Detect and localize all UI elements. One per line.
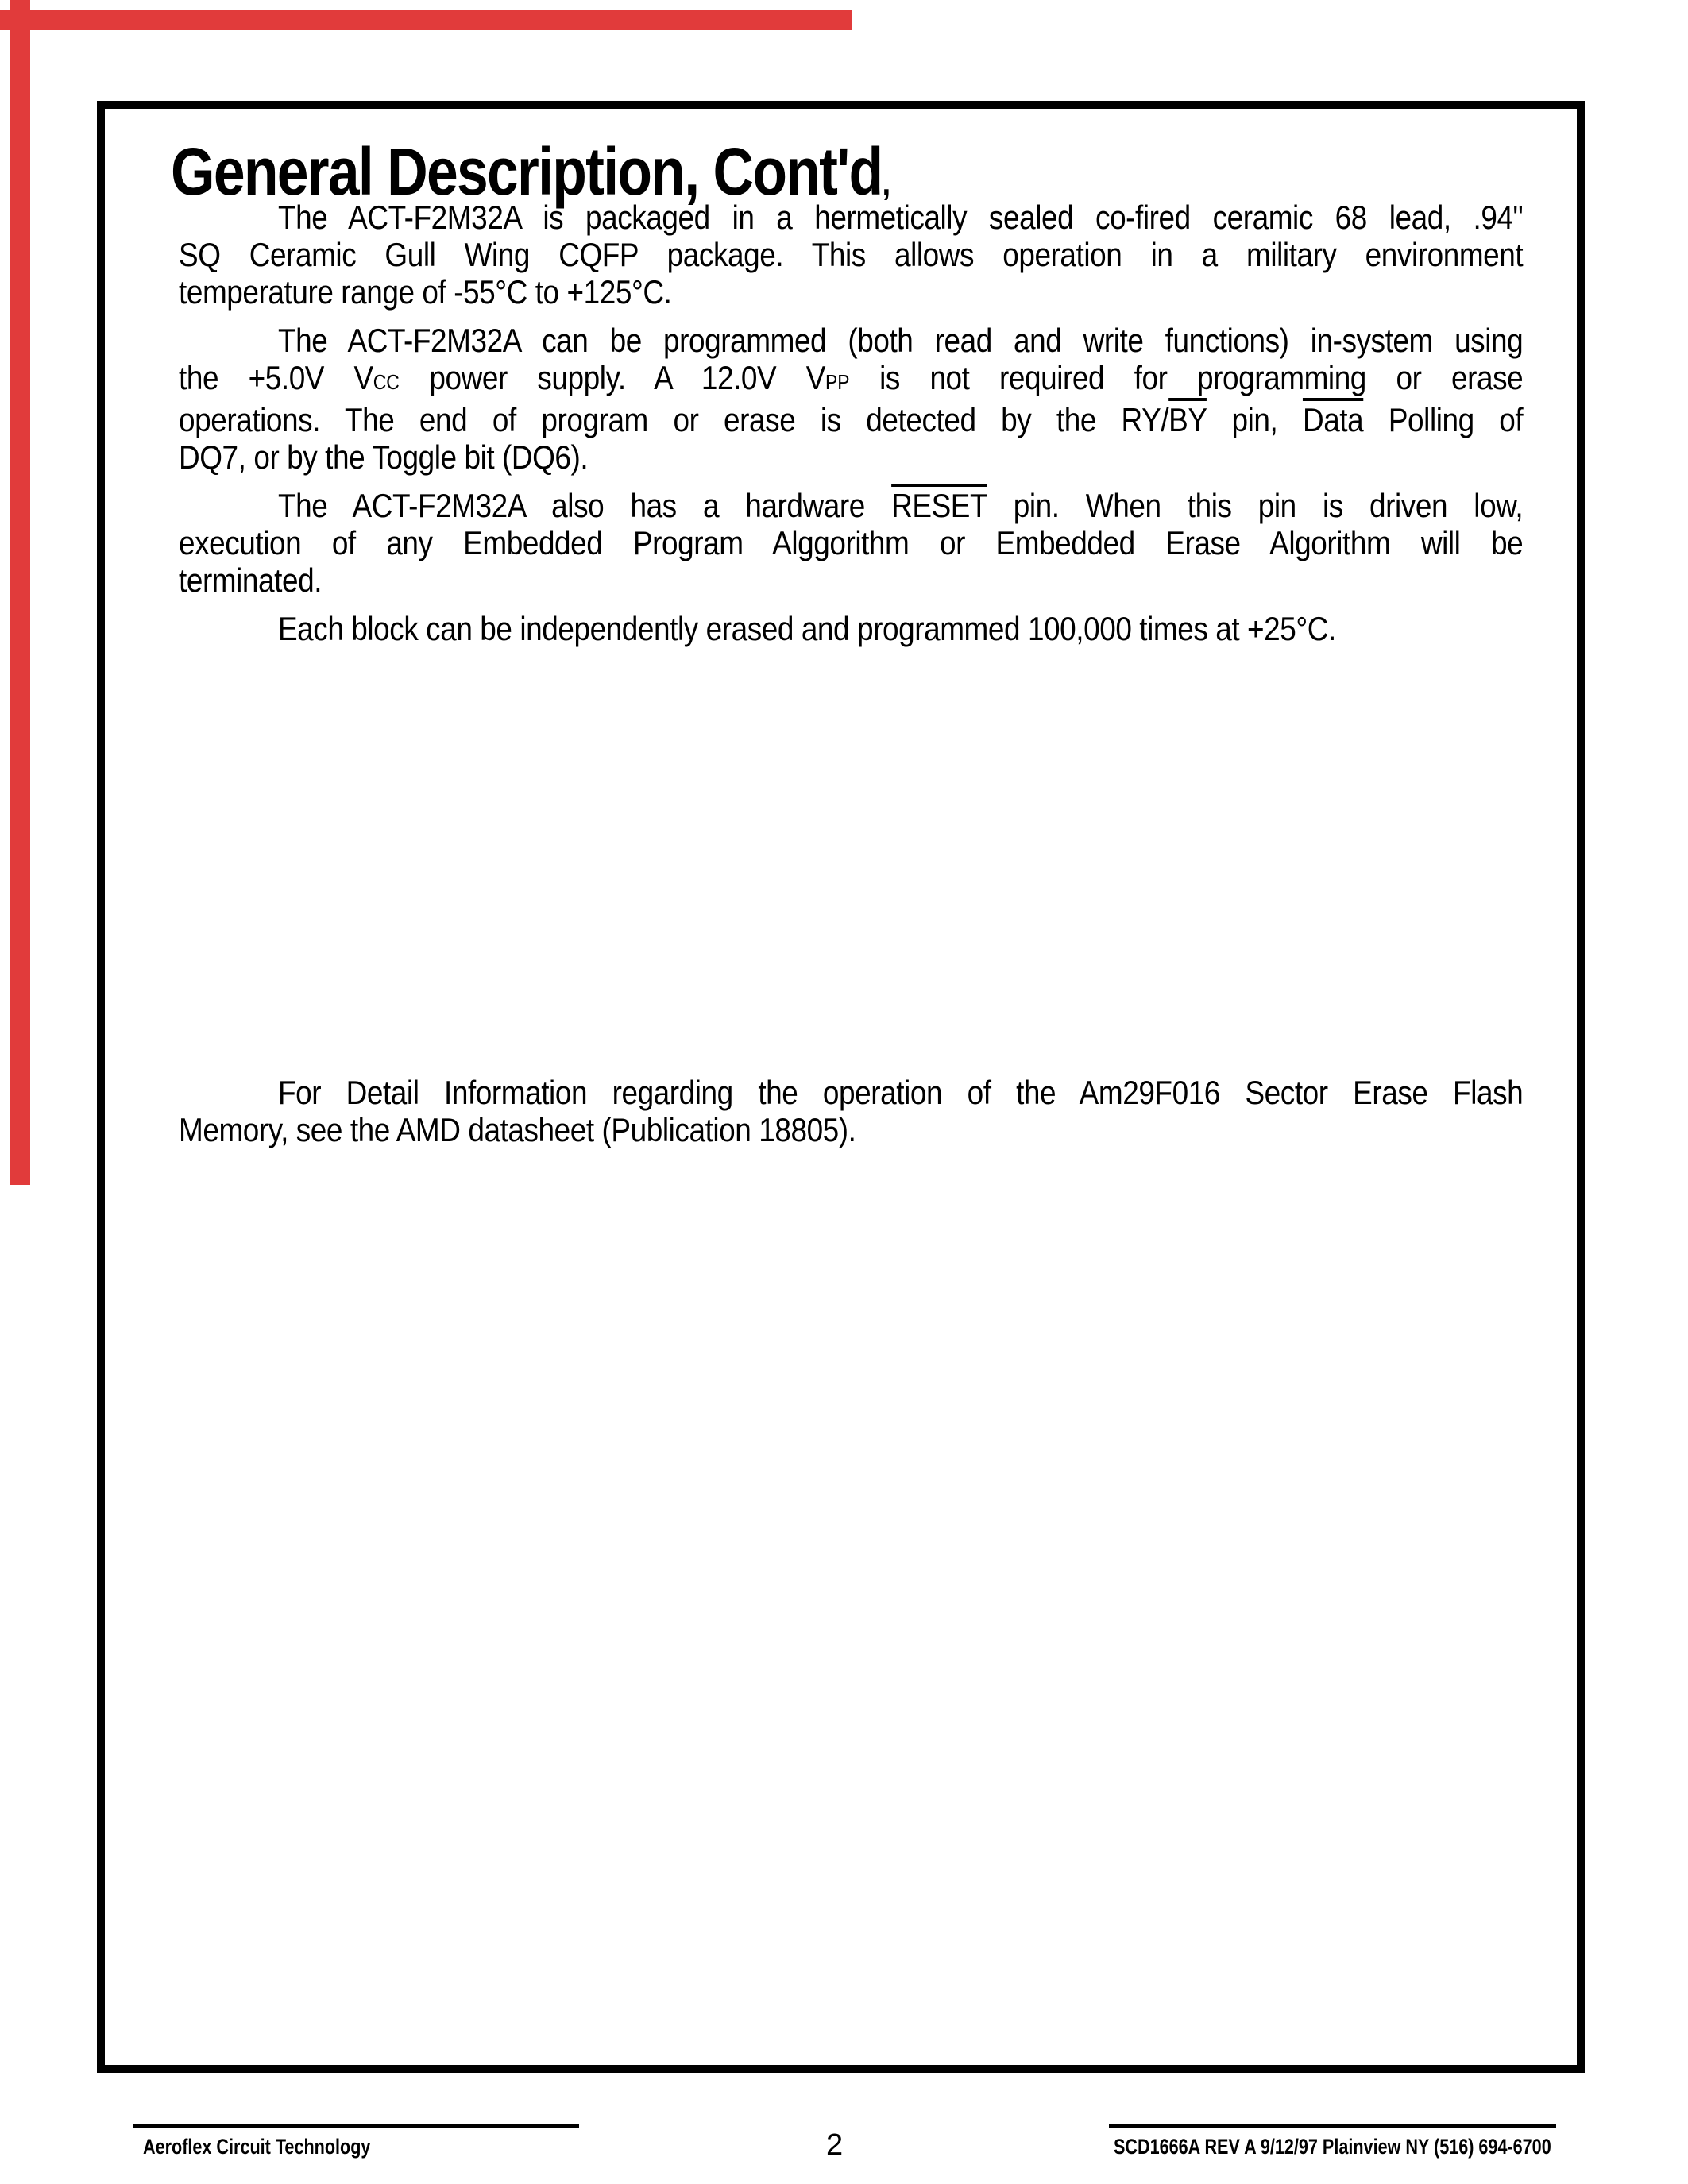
paragraph-endurance [179, 610, 1523, 647]
text-line [179, 1111, 1523, 1148]
text-segment: is not required for programming or erase [849, 359, 1524, 396]
text-line [179, 1074, 1523, 1111]
text-segment: temperature range of -55°C to +125°C. [179, 273, 672, 311]
text-line [179, 561, 1523, 599]
text-segment: Polling of [1363, 401, 1524, 438]
text-segment: The ACT-F2M32A also has a hardware [277, 487, 892, 524]
footer-rule-left [133, 2124, 579, 2128]
text-segment: The ACT-F2M32A is packaged in a hermetically sealed co-fired ceramic 68 lead, .94" [277, 199, 1524, 236]
paragraph-amd-reference [179, 1074, 1523, 1148]
text-line [179, 236, 1523, 273]
footer-rule-right [1109, 2124, 1556, 2128]
text-line [179, 273, 1523, 311]
text-segment: Each block can be independently erased and programmed 100,000 times at +25°C. [277, 610, 1336, 647]
red-edge-mark-horizontal [0, 10, 852, 30]
paragraph-reset-description [179, 487, 1523, 599]
text-segment: power supply. A 12.0V V [399, 359, 826, 396]
text-segment: execution of any Embedded Program Alggorithm or Embedded Erase Algorithm will be [179, 524, 1524, 561]
paragraph-package-description [179, 199, 1523, 311]
body-paragraphs [179, 199, 1523, 1160]
text-line [179, 322, 1523, 359]
text-line [179, 487, 1523, 524]
text-line [179, 401, 1523, 438]
small-cap-subscript: PP [825, 370, 850, 394]
overline-signal-name: Data [1302, 401, 1364, 438]
text-segment: SQ Ceramic Gull Wing CQFP package. This allows operation in a military environment [179, 236, 1524, 273]
overline-signal-name: RESET [891, 487, 987, 524]
text-line [179, 199, 1523, 236]
text-segment: terminated. [179, 561, 323, 599]
text-line [179, 438, 1523, 476]
page-title-trailing-comma: , [882, 162, 890, 203]
text-segment: pin. When this pin is driven low, [987, 487, 1524, 524]
overline-signal-name: $\overline{BY}$ [1168, 401, 1207, 438]
text-segment: the +5.0V V [179, 359, 373, 396]
paragraph-programming-description [179, 322, 1523, 476]
small-cap-subscript: CC [373, 370, 400, 394]
footer-company-name: Aeroflex Circuit Technology [143, 2135, 371, 2159]
red-edge-mark-vertical [10, 0, 30, 1185]
page-number: 2 [826, 2128, 844, 2162]
text-segment: The ACT-F2M32A can be programmed (both read and write functions) in-system using [277, 322, 1524, 359]
text-line [179, 359, 1523, 401]
text-segment: operations. The end of program or erase is detected by the RY/ [179, 401, 1169, 438]
text-line [179, 524, 1523, 561]
text-line [179, 610, 1523, 647]
text-segment: Memory, see the AMD datasheet (Publication 18805). [179, 1111, 856, 1148]
page-title-text: General Description, Cont'd [171, 134, 883, 209]
footer-document-reference: SCD1666A REV A 9/12/97 Plainview NY (516) 694-6700 [1114, 2135, 1551, 2159]
text-segment: DQ7, or by the Toggle bit (DQ6). [179, 438, 589, 476]
text-segment: For Detail Information regarding the operation of the Am29F016 Sector Erase Flash [277, 1074, 1524, 1111]
text-segment: pin, [1206, 401, 1303, 438]
